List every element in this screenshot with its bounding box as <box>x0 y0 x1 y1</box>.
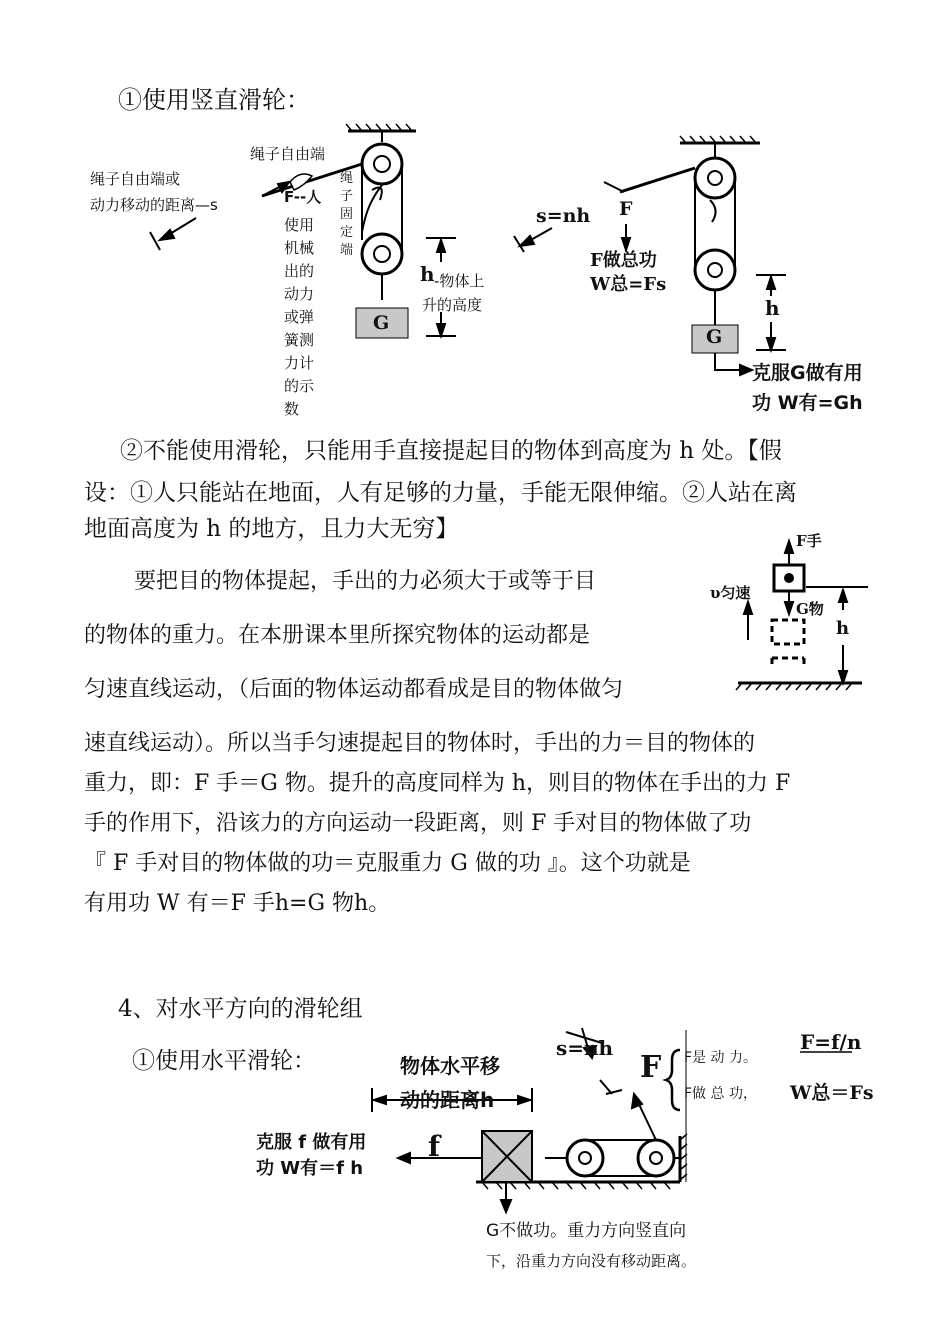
fig2-weight-label: G <box>706 326 723 348</box>
fig4-F: F <box>640 1050 662 1085</box>
sec2-p4: 速直线运动）。所以当手匀速提起目的物体时，手出的力＝目的物体的 <box>84 731 756 756</box>
fig1-rope-fixed-end: 绳 子 固 定 端 <box>340 171 354 258</box>
fig4-useful-1: 克服 f 做有用 <box>256 1132 367 1153</box>
sec2-p1: 要把目的物体提起，手出的力必须大于或等于目 <box>134 569 597 594</box>
sec4-heading: 4、对水平方向的滑轮组 <box>118 996 363 1022</box>
sec2-p8: 有用功 W 有＝F 手h=G 物h。 <box>84 891 391 916</box>
fig4-brace-2: F做 总 功， <box>684 1086 757 1102</box>
fig2-h: h <box>765 296 780 320</box>
fig3-h: h <box>836 618 850 639</box>
sec2-line3: 地面高度为 h 的地方，且力大无穷】 <box>84 516 459 542</box>
fig1-left-desc-1: 绳子自由端或 <box>90 170 181 188</box>
sec2-p2: 的物体的重力。在本册课本里所探究物体的运动都是 <box>84 623 591 648</box>
fig1-h-label: h <box>420 262 435 286</box>
fig4-brace-1: F是 动 力。 <box>684 1050 757 1066</box>
fig4-formula-2: W总＝Fs <box>790 1082 874 1104</box>
fig2-s-label: s=nh <box>536 205 591 227</box>
sec4-sub: ①使用水平滑轮： <box>132 1048 316 1074</box>
sec2-line1: ②不能使用滑轮，只能用手直接提起目的物体到高度为 h 处。【假 <box>120 438 782 464</box>
fig2-force: F <box>619 198 633 220</box>
sec2-p7: 『 F 手对目的物体做的功＝克服重力 G 做的功 』。这个功就是 <box>84 851 691 876</box>
sec2-p5: 重力，即：F 手＝G 物。提升的高度同样为 h，则目的物体在手出的力 F <box>84 771 791 796</box>
fig4-s: s=nh <box>556 1036 614 1060</box>
fig2-useful-2: 功 W有=Gh <box>752 392 863 414</box>
fig1-rope-free-end: 绳子自由端 <box>250 145 326 163</box>
fig4-g-note-1: G不做功。重力方向竖直向 <box>486 1221 687 1241</box>
section-heading-vertical: ①使用竖直滑轮： <box>118 86 310 114</box>
fig1-force-label: F--人 <box>284 188 322 206</box>
fig1-h-desc-2: 升的高度 <box>422 296 483 314</box>
sec2-p6: 手的作用下，沿该力的方向运动一段距离，则 F 手对目的物体做了功 <box>84 811 752 836</box>
fig4-useful-2: 功 W有＝f h <box>256 1158 364 1179</box>
fig2-total-work-2: W总=Fs <box>590 274 667 295</box>
fig1-h-desc-1: -物体上 <box>434 272 485 290</box>
fig2-useful-1: 克服G做有用 <box>752 362 863 384</box>
fig1-left-desc-2: 动力移动的距离—s <box>90 196 218 214</box>
fig3-g: G物 <box>796 600 824 618</box>
fig4-move-1: 物体水平移 <box>400 1054 500 1078</box>
fig1-force-desc: 使用 机械 出的 动力 或弹 簧测 力计 的示 数 <box>284 216 315 418</box>
sec2-p3: 匀速直线运动，（后面的物体运动都看成是目的物体做匀 <box>84 677 624 702</box>
fig4-formula-1: F=f/n <box>800 1030 862 1054</box>
fig3-velocity: υ匀速 <box>710 584 751 602</box>
fig4-brace <box>666 1050 680 1110</box>
fig2-total-work-1: F做总功 <box>590 250 657 271</box>
fig4-f: f <box>428 1130 441 1163</box>
fig1-weight-label: G <box>373 312 390 334</box>
fig4-move-2: 动的距离h <box>400 1088 495 1112</box>
sec2-line2: 设：①人只能站在地面，人有足够的力量，手能无限伸缩。②人站在离 <box>84 480 797 506</box>
fig3-f-hand: F手 <box>796 532 822 550</box>
fig4-g-note-2: 下，沿重力方向没有移动距离。 <box>486 1252 697 1270</box>
fig4-block <box>482 1131 532 1182</box>
